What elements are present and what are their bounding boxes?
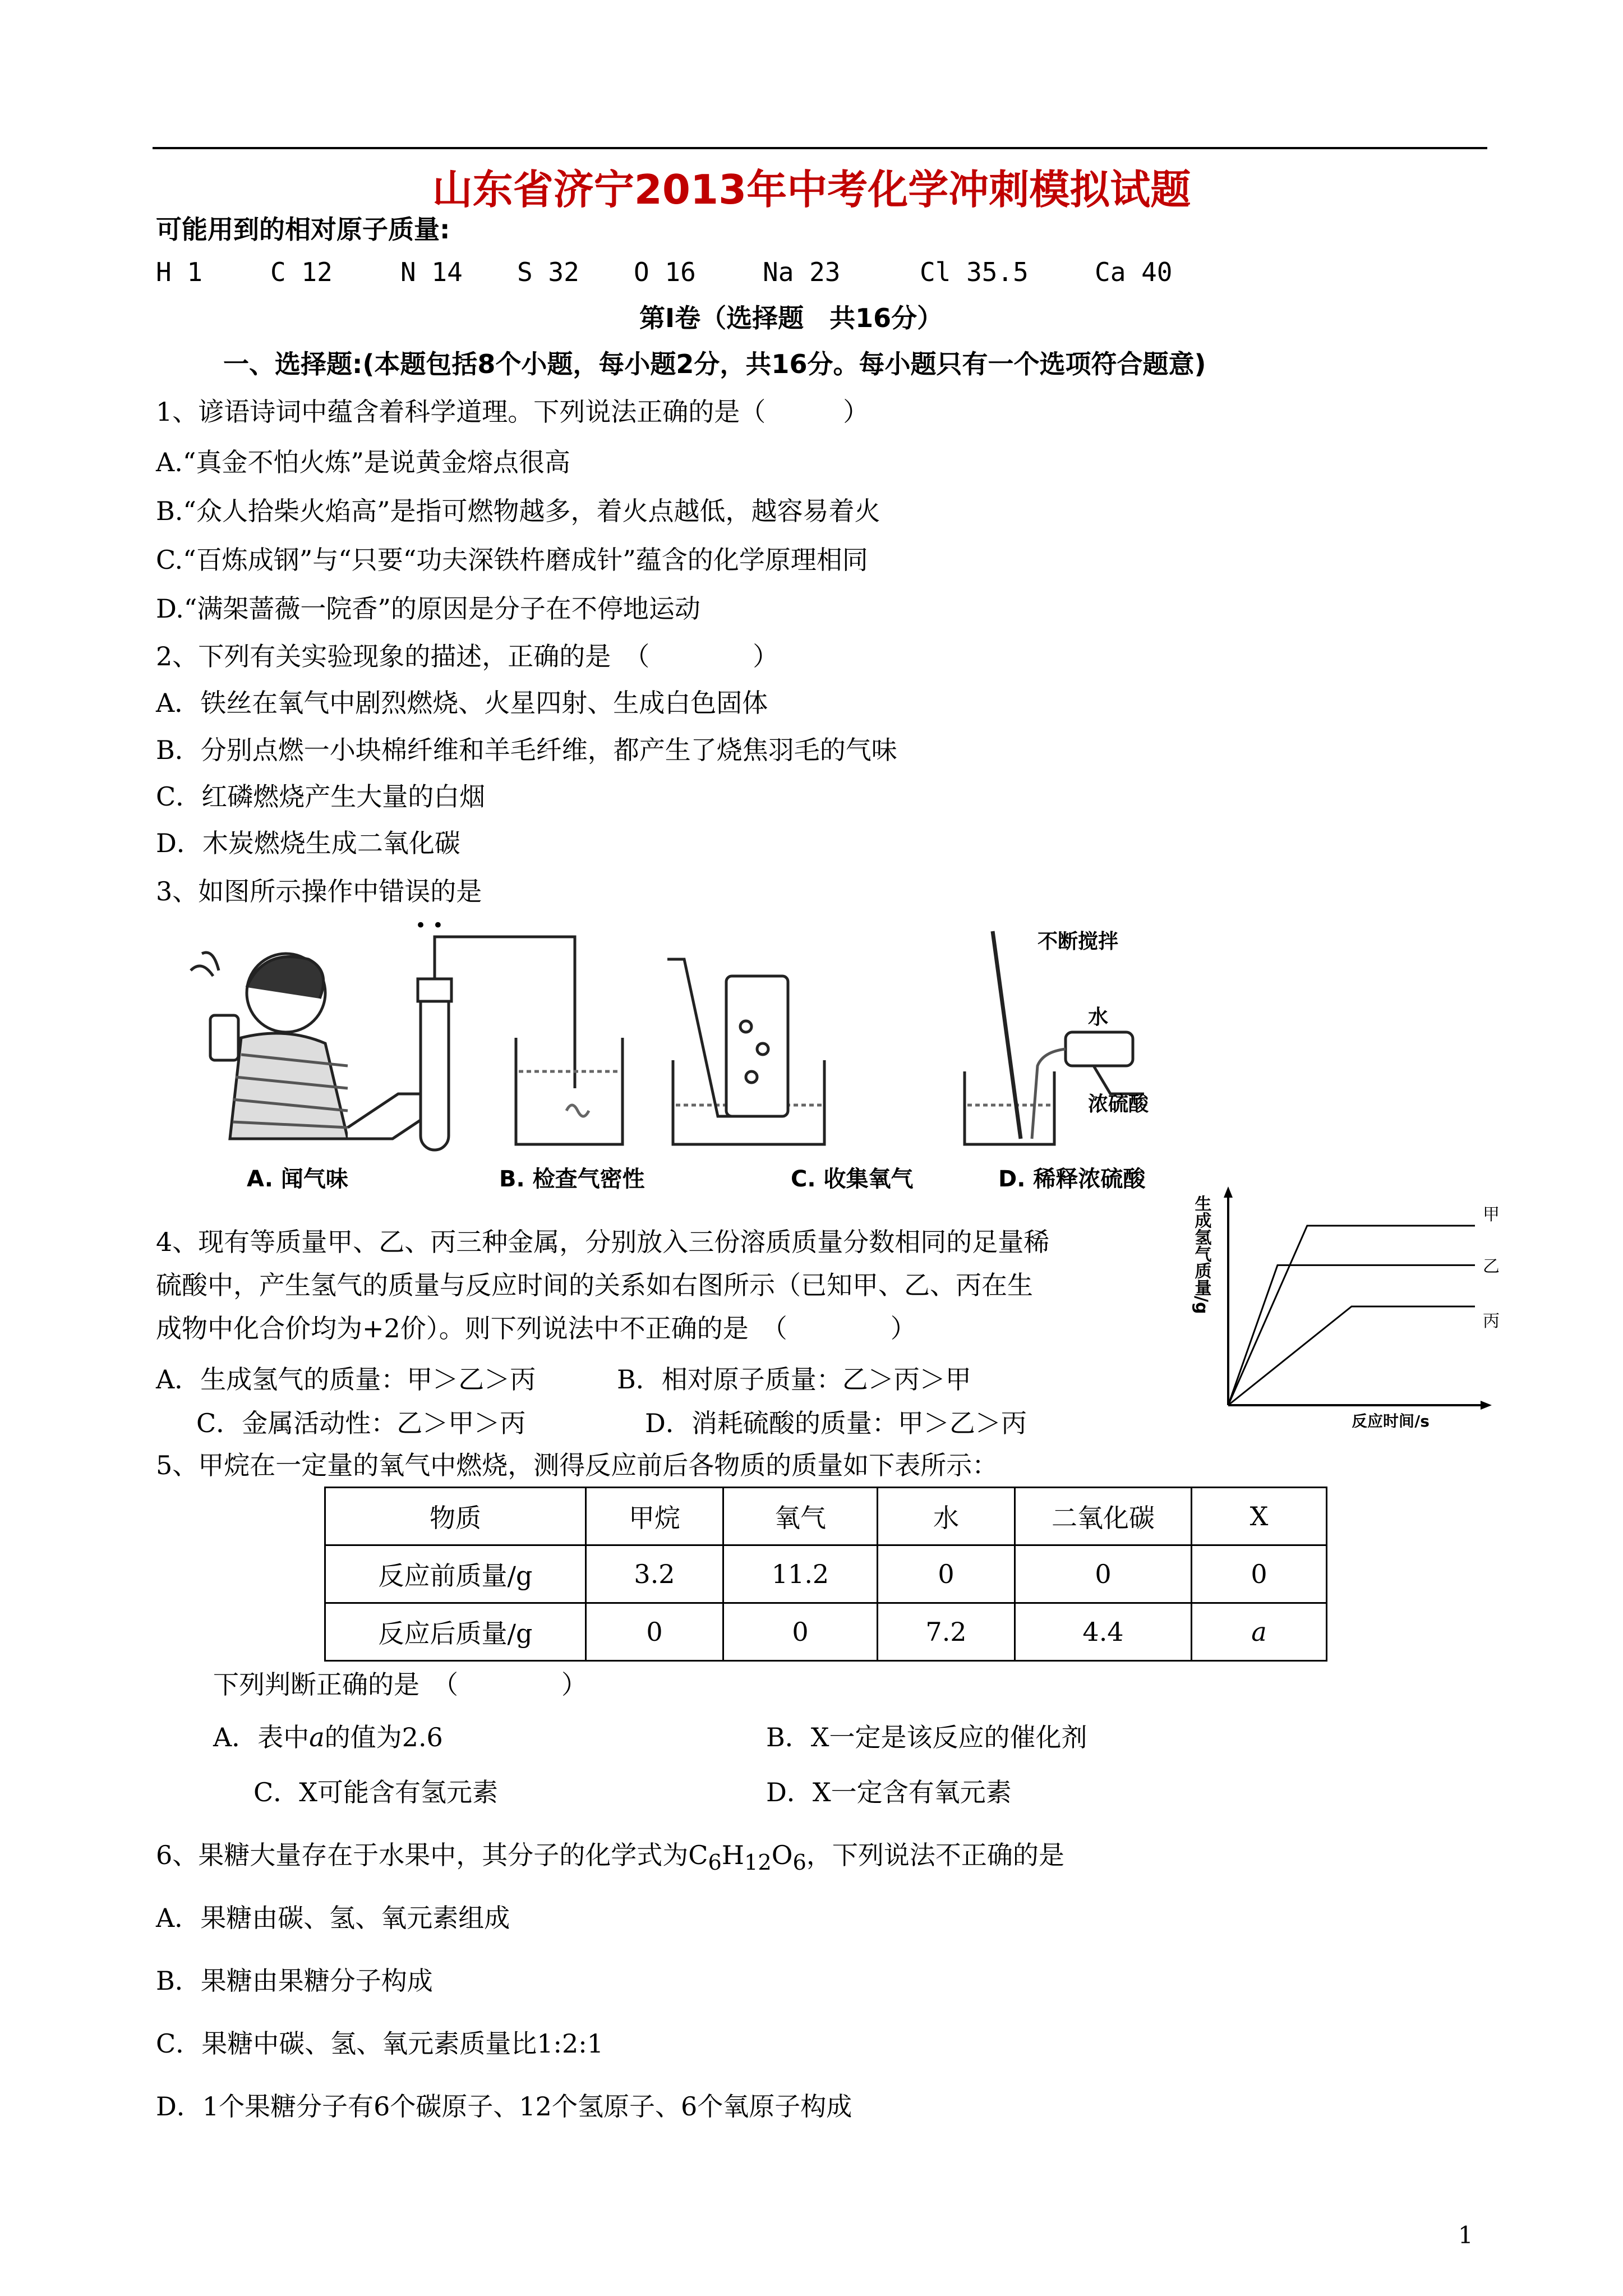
q6-option-b: B．果糖由果糖分子构成 [156,1966,433,1996]
formula-o: O [771,1840,793,1870]
q2-option-b: B．分别点燃一小块棉纤维和羊毛纤维，都产生了烧焦羽毛的气味 [156,735,897,765]
q2-stem: 2、下列有关实验现象的描述，正确的是 （ ） [156,641,779,671]
series-label: 乙 [1483,1257,1500,1277]
atomic-mass-n: N 14 [400,257,463,287]
q5-option-a-pre: A．表中 [213,1722,310,1752]
q4-chart [1189,1181,1503,1428]
series-line [1228,1226,1475,1405]
caption-b: B. 检查气密性 [499,1166,645,1192]
q5-option-a-var: a [309,1722,325,1752]
table-header: 二氧化碳 [1015,1488,1192,1545]
q5-option-a-post: 的值为2.6 [324,1722,443,1752]
q4-line3: 成物中化合价均为+2价）。则下列说法中不正确的是 （ ） [156,1313,916,1343]
atomic-mass-h: H 1 [156,257,203,287]
atomic-mass-label: 可能用到的相对原子质量: [156,214,450,245]
q6-option-a: A．果糖由碳、氢、氧元素组成 [156,1903,510,1933]
y-axis-arrow [1224,1186,1233,1198]
table-cell: 7.2 [878,1603,1015,1661]
label-water: 水 [1088,1006,1109,1029]
q1-option-c: C.“百炼成钢”与“只要“功夫深铁杵磨成针”蕴含的化学原理相同 [156,545,868,575]
table-header: 甲烷 [586,1488,723,1545]
q5-option-b: B．X一定是该反应的催化剂 [766,1722,1087,1752]
formula-o-count: 6 [792,1850,806,1876]
table-cell: 0 [878,1545,1015,1603]
q1-stem: 1、谚语诗词中蕴含着科学道理。下列说法正确的是（ ） [156,397,869,427]
q4-option-b: B．相对原子质量：乙＞丙＞甲 [617,1364,971,1395]
atomic-mass-s: S 32 [517,257,579,287]
atomic-mass-ca: Ca 40 [1095,257,1173,287]
table-cell: 0 [1015,1545,1192,1603]
section-part: 第Ⅰ卷（选择题 共16分） [639,303,943,333]
q2-option-a: A．铁丝在氧气中剧烈燃烧、火星四射、生成白色固体 [156,688,768,718]
table-cell: 4.4 [1015,1603,1192,1661]
q3-illustrations [179,926,1189,1195]
q5-option-d: D．X一定含有氧元素 [766,1777,1012,1807]
table-cell: 3.2 [586,1545,723,1603]
table-row [325,1603,1327,1661]
q3-stem: 3、如图所示操作中错误的是 [156,876,482,907]
table-header: 水 [878,1488,1015,1545]
atomic-mass-cl: Cl 35.5 [920,257,1029,287]
caption-c: C. 收集氧气 [791,1166,914,1192]
q4-option-d: D．消耗硫酸的质量：甲＞乙＞丙 [645,1408,1027,1438]
atomic-mass-c: C 12 [270,257,333,287]
formula-h-count: 12 [744,1850,772,1876]
figure-c-collect-oxygen [667,959,824,1144]
q3-emphasis-dots: • • [415,914,444,937]
q2-option-c: C．红磷燃烧产生大量的白烟 [156,781,486,812]
series-label: 甲 [1483,1205,1500,1225]
q6-formula [688,1840,806,1876]
x-axis-label: 反应时间/s [1352,1412,1430,1428]
q3-figure [179,926,1189,1195]
q4-chart-svg [1189,1181,1503,1428]
label-acid: 浓硫酸 [1088,1093,1149,1116]
formula-c-count: 6 [708,1850,722,1876]
table-cell: a [1192,1603,1327,1661]
table-header: X [1192,1488,1327,1545]
table-row [325,1545,1327,1603]
series-label: 丙 [1483,1312,1500,1331]
q1-option-a: A.“真金不怕火炼”是说黄金熔点很高 [156,447,570,477]
q4-line2: 硫酸中，产生氢气的质量与反应时间的关系如右图所示（已知甲、乙、丙在生 [156,1270,1033,1300]
header-rule [153,147,1487,149]
q4-option-c: C．金属活动性：乙＞甲＞丙 [196,1408,526,1438]
caption-a: A. 闻气味 [247,1166,348,1192]
table-header-row [325,1488,1327,1545]
q6-stem-pre: 6、果糖大量存在于水果中，其分子的化学式为 [156,1840,689,1870]
table-cell: 反应前质量/g [325,1545,586,1603]
q5-prompt: 下列判断正确的是 （ ） [213,1669,587,1700]
table-header: 氧气 [723,1488,878,1545]
q5-option-c: C．X可能含有氢元素 [253,1777,498,1807]
caption-d: D. 稀释浓硫酸 [998,1166,1146,1192]
table-header: 物质 [325,1488,586,1545]
q1-option-b: B.“众人拾柴火焰高”是指可燃物越多，着火点越低，越容易着火 [156,496,880,526]
q6-stem-post: ，下列说法不正确的是 [806,1840,1064,1870]
atomic-mass-na: Na 23 [763,257,841,287]
table-cell: 0 [723,1603,878,1661]
atomic-mass-o: O 16 [634,257,696,287]
q5-mass-table [324,1487,1327,1662]
q6-option-d: D．1个果糖分子有6个碳原子、12个氢原子、6个氧原子构成 [156,2091,852,2122]
formula-h: H [721,1840,744,1870]
q4-option-a: A．生成氢气的质量：甲＞乙＞丙 [156,1364,536,1395]
q2-option-d: D．木炭燃烧生成二氧化碳 [156,828,460,858]
page-title: 山东省济宁2013年中考化学冲刺模拟试题 [432,166,1191,213]
q5-option-a [213,1721,443,1754]
q1-option-d: D.“满架蔷薇一院香”的原因是分子在不停地运动 [156,593,700,624]
table-cell: 反应后质量/g [325,1603,586,1661]
q5-stem: 5、甲烷在一定量的氧气中燃烧，测得反应前后各物质的质量如下表所示： [156,1450,998,1480]
formula-c: C [688,1840,708,1870]
y-axis-label: 生成氢气质量/g [1191,1195,1211,1314]
q6-stem [156,1839,1064,1879]
figure-a-smelling [191,953,348,1139]
figure-b-airtightness [348,937,623,1150]
section-instructions: 一、选择题:(本题包括8个小题，每小题2分，共16分。每小题只有一个选项符合题意) [223,349,1206,379]
table-cell: 0 [1192,1545,1327,1603]
series-line [1228,1265,1475,1405]
table-cell: 11.2 [723,1545,878,1603]
q6-option-c: C．果糖中碳、氢、氧元素质量比1:2:1 [156,2028,603,2059]
x-axis-arrow [1481,1401,1492,1410]
page-number: 1 [1458,2221,1473,2249]
q4-line1: 4、现有等质量甲、乙、丙三种金属，分别放入三份溶质质量分数相同的足量稀 [156,1227,1050,1257]
label-stir: 不断搅拌 [1038,930,1119,953]
table-cell: 0 [586,1603,723,1661]
